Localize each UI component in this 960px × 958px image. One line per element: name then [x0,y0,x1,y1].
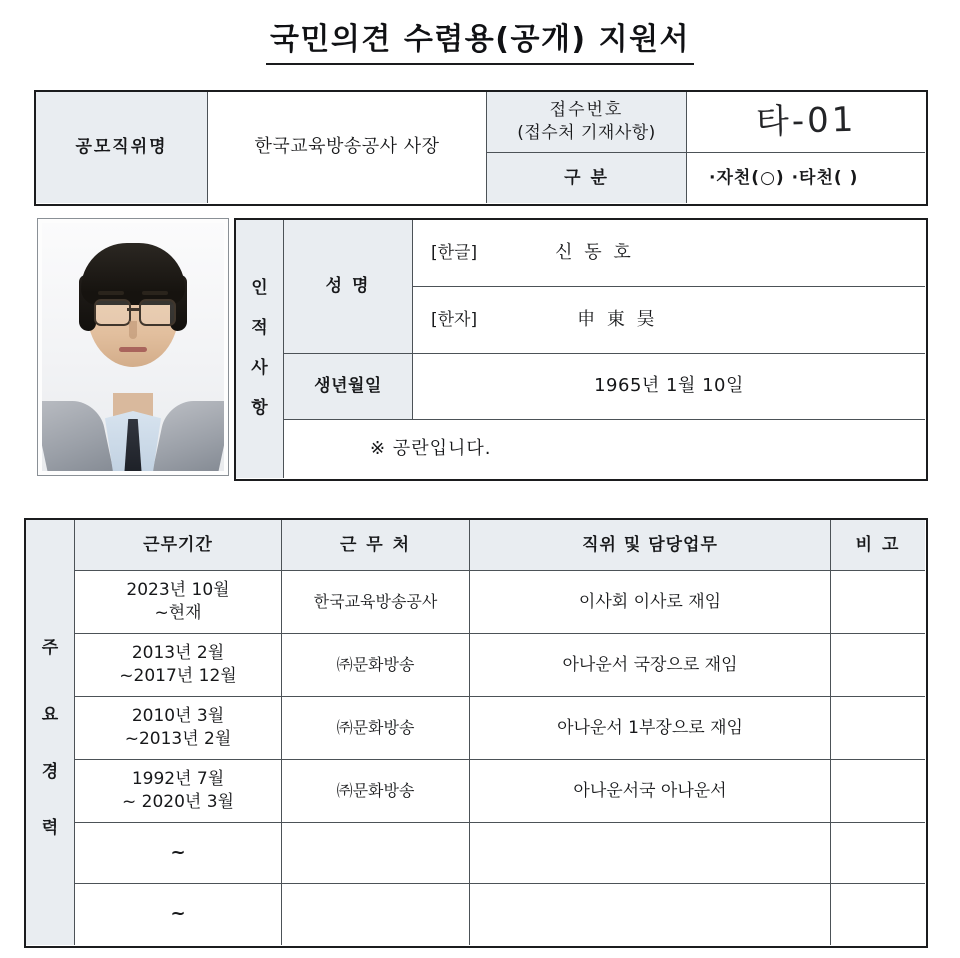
career-column-header-duty-text: 직위 및 담당업무 [582,534,718,555]
career-row-period-line1: 2013년 2월 [131,643,225,664]
career-row-period [74,823,281,884]
career-row-period-line2: ~ 2020년 3월 [122,792,234,812]
career-column-header-duty [469,520,830,571]
career-row-workplace [281,884,469,945]
career-row-remark [830,634,925,697]
side-label-char-2: 적 [251,318,268,339]
personal-info-side-label-cell [236,220,283,478]
birthdate-label: 생년월일 [314,376,382,397]
career-row-period [74,571,281,634]
career-row-workplace-text: ㈜문화방송 [336,718,415,738]
photo-glasses-right-lens [139,299,176,326]
photo-glasses-bridge [127,308,139,311]
career-column-header-remark-text: 비 고 [855,534,901,555]
receipt-number-label-cell [486,92,686,153]
career-row-period [74,760,281,823]
photo-glasses-left-lens [94,299,131,326]
career-row-period-line1: ~ [170,903,186,925]
photo-nose [129,321,137,339]
career-row-duty [469,634,830,697]
career-row-remark [830,571,925,634]
career-row-period-line2: ~현재 [154,603,202,623]
header-table [34,90,928,206]
career-row-period [74,634,281,697]
career-side-label-char-1: 주 [41,638,59,659]
name-hangul-value: 신 동 호 [555,241,634,263]
career-side-label-char-2: 요 [41,705,59,726]
career-side-label-cell [26,520,74,945]
name-hangul-tag: [한글] [431,242,478,263]
position-label: 공모직위명 [75,137,168,158]
career-row-duty [469,697,830,760]
receipt-number-value-cell [686,92,925,153]
career-row-period [74,884,281,945]
applicant-photo [37,218,229,476]
position-value: 한국교육방송공사 사장 [254,136,440,158]
career-row-duty-text: 아나운서 국장으로 재임 [562,654,738,675]
name-hanja-value: 申 東 昊 [577,308,658,330]
career-row-duty [469,571,830,634]
career-column-header-period-text: 근무기간 [143,534,213,555]
birthdate-value: 1965년 1월 10일 [594,375,744,397]
page-title-text: 국민의견 수렴용(공개) 지원서 [266,14,694,65]
career-row-workplace-text: ㈜문화방송 [336,781,415,801]
career-side-label-char-4: 력 [41,817,59,838]
name-hanja-row [412,287,925,354]
position-label-cell [36,92,207,203]
name-hangul-row [412,220,925,287]
receipt-number-handwritten-value: 타-01 [755,99,857,143]
photo-image [42,223,224,471]
name-hanja-tag: [한자] [431,309,478,330]
birthdate-value-cell [412,354,925,420]
career-row-workplace [281,760,469,823]
career-row-period [74,697,281,760]
career-row-duty [469,884,830,945]
career-row-period-line1: 2010년 3월 [131,706,225,727]
career-row-period-line1: ~ [170,841,186,863]
career-column-header-workplace-text: 근 무 처 [339,534,412,555]
career-row-workplace [281,697,469,760]
receipt-number-label-line2: (접수처 기재사항) [517,123,656,143]
blank-note-cell [283,420,925,478]
side-label-char-1: 인 [251,278,268,299]
career-row-workplace-text: ㈜문화방송 [336,655,415,675]
photo-eyebrow-left [98,291,124,295]
blank-note: ※ 공란입니다. [370,437,492,459]
career-row-remark [830,823,925,884]
career-row-duty-text: 아나운서 1부장으로 재임 [557,717,743,738]
application-type-label: 구 분 [564,167,609,188]
career-row-duty-text: 이사회 이사로 재임 [578,591,722,612]
photo-eyebrow-right [142,291,168,295]
career-row-remark [830,697,925,760]
career-row-period-line1: 1992년 7월 [131,769,225,790]
career-row-remark [830,884,925,945]
photo-mouth [119,347,147,352]
career-row-period-line1: 2023년 10월 [126,580,230,601]
career-row-duty [469,760,830,823]
receipt-number-label-line1: 접수번호 [549,100,624,121]
career-column-header-remark [830,520,925,571]
application-type-label-cell [486,153,686,203]
career-row-period-line2: ~2013년 2월 [124,729,232,749]
name-label: 성 명 [325,276,371,297]
career-column-header-period [74,520,281,571]
career-row-workplace [281,634,469,697]
career-table [24,518,928,948]
career-row-workplace [281,571,469,634]
career-row-period-line2: ~2017년 12월 [119,666,237,686]
position-value-cell [207,92,486,203]
birthdate-label-cell [283,354,412,420]
application-type-value: ·자천(○) ·타천( ) [709,167,859,188]
career-row-remark [830,760,925,823]
side-label-char-4: 항 [251,397,268,418]
name-label-cell [283,220,412,354]
career-row-duty-text: 아나운서국 아나운서 [573,780,727,801]
career-side-label-char-3: 경 [41,761,59,782]
page-title [0,14,960,65]
side-label-char-3: 사 [251,358,268,378]
career-row-workplace [281,823,469,884]
career-row-duty [469,823,830,884]
personal-info-table [234,218,928,481]
career-column-header-workplace [281,520,469,571]
career-row-workplace-text: 한국교육방송공사 [313,592,438,612]
application-type-value-cell [686,153,925,203]
